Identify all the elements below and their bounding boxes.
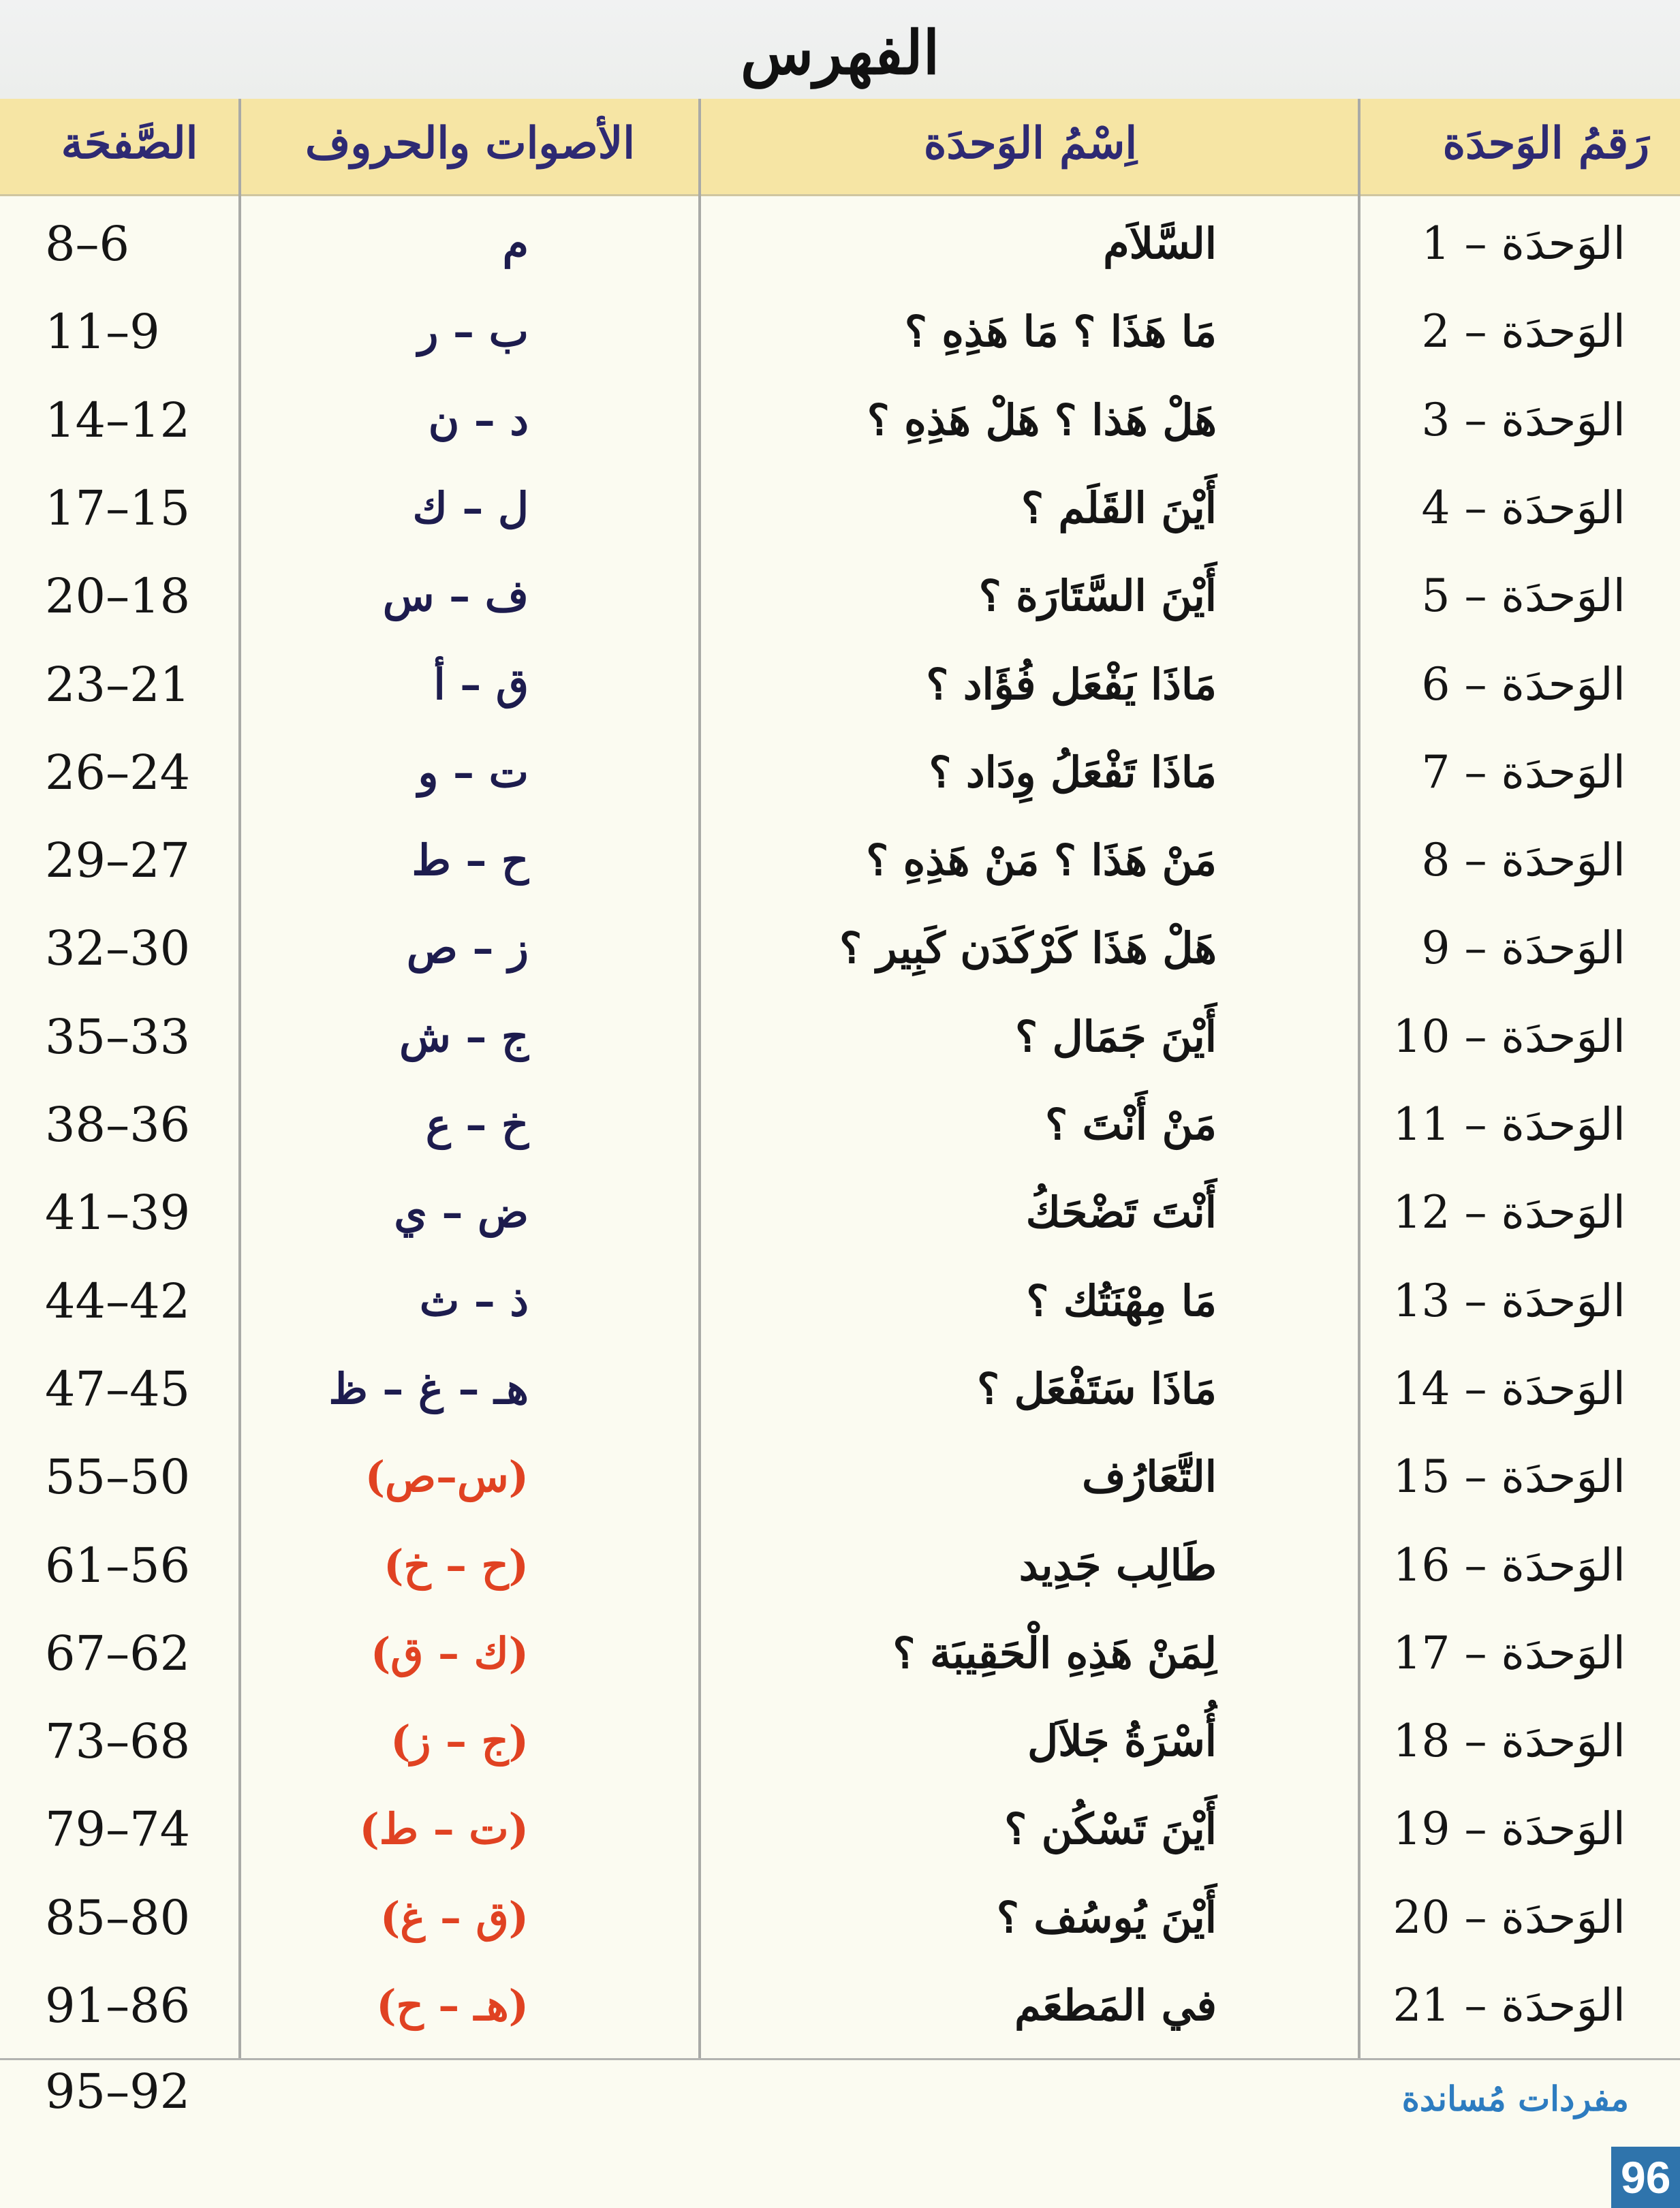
page-title: الفهرس (740, 17, 940, 88)
unit-number-cell: الوَحدَة – 17 (1393, 1627, 1625, 1679)
sounds-letters-cell: د – ن (428, 395, 529, 445)
unit-number-cell: الوَحدَة – 7 (1421, 746, 1625, 798)
page-range-cell: 11–9 (45, 304, 160, 360)
unit-number-cell: الوَحدَة – 11 (1393, 1098, 1625, 1151)
sounds-letters-cell: (س–ص) (364, 1452, 529, 1502)
header-page: الصَّفحَة (61, 118, 198, 169)
table-header (0, 99, 1680, 196)
table-row (0, 287, 1680, 376)
sounds-letters-cell: (ق – غ) (380, 1893, 529, 1942)
unit-name-cell: لِمَنْ هَذِهِ الْحَقِيبَة ؟ (892, 1628, 1217, 1678)
page-range-cell: 91–86 (45, 1978, 191, 2034)
unit-name-cell: أَيْنَ السَّتَارَة ؟ (978, 571, 1217, 621)
unit-number-cell: الوَحدَة – 20 (1393, 1891, 1625, 1944)
support-vocab-label: مفردات مُساندة (1401, 2079, 1629, 2119)
unit-number-cell: الوَحدَة – 16 (1393, 1539, 1625, 1591)
sounds-letters-cell: ذ – ث (419, 1276, 529, 1326)
page-range-cell: 79–74 (45, 1801, 191, 1857)
unit-number-cell: الوَحدَة – 14 (1393, 1363, 1625, 1415)
unit-number-cell: الوَحدَة – 13 (1393, 1275, 1625, 1327)
sounds-letters-cell: (ج – ز) (390, 1716, 529, 1766)
sounds-letters-cell: هـ – غ – ظ (328, 1364, 529, 1414)
unit-name-cell: طَالِب جَدِيد (1018, 1540, 1217, 1590)
table-row (0, 464, 1680, 553)
page-range-cell: 8–6 (45, 216, 130, 272)
unit-number-cell: الوَحدَة – 2 (1421, 305, 1625, 358)
page-range-cell: 61–56 (45, 1538, 191, 1593)
unit-name-cell: مَاذَا تَفْعَلُ وِدَاد ؟ (929, 747, 1217, 797)
unit-name-cell: مَاذَا سَتَفْعَل ؟ (977, 1364, 1217, 1414)
table-row (0, 1961, 1680, 2050)
page-range-cell: 67–62 (45, 1626, 191, 1681)
sounds-letters-cell: خ – ع (425, 1100, 529, 1149)
unit-name-cell: هَلْ هَذَا كَرْكَدَن كَبِير ؟ (839, 923, 1217, 973)
page-range-cell: 14–12 (45, 392, 191, 448)
sounds-letters-cell: ف – س (382, 571, 529, 621)
page-range-cell: 73–68 (45, 1713, 191, 1769)
table-row (0, 816, 1680, 905)
page-range-cell: 23–21 (45, 657, 191, 713)
unit-name-cell: هَلْ هَذا ؟ هَلْ هَذِهِ ؟ (867, 395, 1217, 445)
unit-name-cell: أَنْتَ تَضْحَكُ (1025, 1187, 1217, 1237)
header-unit-number: رَقمُ الوَحدَة (1442, 118, 1649, 169)
table-row (0, 640, 1680, 729)
page-range-cell: 35–33 (45, 1009, 191, 1065)
sounds-letters-cell: ح – ط (411, 835, 529, 885)
sounds-letters-cell: ج – ش (399, 1012, 529, 1061)
table-row (0, 1080, 1680, 1169)
unit-number-cell: الوَحدَة – 15 (1393, 1450, 1625, 1503)
table-row (0, 1697, 1680, 1786)
table-row (0, 1257, 1680, 1346)
unit-number-cell: الوَحدَة – 12 (1393, 1186, 1625, 1239)
sounds-letters-cell: ض – ي (394, 1187, 529, 1237)
page-range-cell: 55–50 (45, 1449, 191, 1505)
unit-name-cell: أُسْرَةُ جَلاَل (1027, 1716, 1217, 1766)
table-row (0, 1609, 1680, 1698)
unit-number-cell: الوَحدَة – 6 (1421, 658, 1625, 711)
unit-name-cell: أَيْنَ يُوسُف ؟ (996, 1893, 1217, 1942)
sounds-letters-cell: (ح – خ) (384, 1540, 529, 1590)
table-row (0, 1433, 1680, 1521)
unit-name-cell: أَيْنَ جَمَال ؟ (1015, 1012, 1217, 1061)
unit-number-cell: الوَحدَة – 10 (1393, 1010, 1625, 1063)
unit-name-cell: التَّعَارُف (1082, 1452, 1217, 1502)
sounds-letters-cell: ب – ر (418, 307, 529, 356)
sounds-letters-cell: ت – و (418, 747, 529, 797)
page-range-cell: 38–36 (45, 1097, 191, 1153)
unit-number-cell: الوَحدَة – 21 (1393, 1979, 1625, 2032)
sounds-letters-cell: (هـ – ح) (376, 1980, 529, 2030)
unit-number-cell: الوَحدَة – 5 (1421, 570, 1625, 622)
page-range-cell: 26–24 (45, 745, 191, 800)
sounds-letters-cell: ز – ص (406, 923, 529, 973)
table-row (0, 1521, 1680, 1610)
page-number: 96 (1611, 2147, 1680, 2208)
table-row (0, 904, 1680, 993)
page-range-cell: 32–30 (45, 920, 191, 976)
unit-number-cell: الوَحدَة – 4 (1421, 482, 1625, 534)
unit-name-cell: أَيْنَ تَسْكُن ؟ (1004, 1804, 1217, 1854)
table-row (0, 200, 1680, 288)
unit-name-cell: مَنْ أَنْتَ ؟ (1045, 1100, 1217, 1149)
page-range-cell: 17–15 (45, 480, 191, 536)
table-row (0, 728, 1680, 817)
unit-name-cell: أَيْنَ القَلَم ؟ (1021, 483, 1217, 533)
page-range-cell: 85–80 (45, 1890, 191, 1946)
table-row (0, 1345, 1680, 1433)
unit-number-cell: الوَحدَة – 1 (1421, 217, 1625, 270)
table-bottom-rule (0, 2058, 1680, 2060)
table-row (0, 1168, 1680, 1257)
header-sounds-letters: الأصوات والحروف (305, 118, 636, 169)
unit-number-cell: الوَحدَة – 9 (1421, 922, 1625, 974)
table-row (0, 376, 1680, 465)
support-vocab-pages: 95–92 (45, 2064, 191, 2119)
page-range-cell: 44–42 (45, 1273, 191, 1329)
sounds-letters-cell: ل – ك (412, 483, 529, 533)
table-row (0, 993, 1680, 1081)
table-row (0, 552, 1680, 640)
page-range-cell: 41–39 (45, 1185, 191, 1241)
sounds-letters-cell: (ك – ق) (370, 1628, 529, 1678)
unit-name-cell: في المَطعَم (1014, 1980, 1217, 2030)
page-range-cell: 29–27 (45, 833, 191, 888)
unit-name-cell: مَا هَذَا ؟ مَا هَذِهِ ؟ (904, 307, 1217, 356)
unit-number-cell: الوَحدَة – 18 (1393, 1715, 1625, 1767)
unit-number-cell: الوَحدَة – 8 (1421, 834, 1625, 886)
page-range-cell: 47–45 (45, 1361, 191, 1417)
table-row (0, 1785, 1680, 1873)
sounds-letters-cell: ق – أ (433, 659, 529, 709)
unit-name-cell: السَّلاَم (1103, 219, 1217, 268)
unit-name-cell: مَنْ هَذَا ؟ مَنْ هَذِهِ ؟ (866, 835, 1217, 885)
unit-number-cell: الوَحدَة – 19 (1393, 1803, 1625, 1855)
sounds-letters-cell: م (502, 219, 529, 268)
page-range-cell: 20–18 (45, 568, 191, 624)
header-unit-name: اِسْمُ الوَحدَة (923, 118, 1138, 169)
table-row (0, 1873, 1680, 1962)
unit-name-cell: مَاذَا يَفْعَل فُؤَاد ؟ (926, 659, 1217, 709)
unit-number-cell: الوَحدَة – 3 (1421, 394, 1625, 446)
sounds-letters-cell: (ت – ط) (359, 1804, 529, 1854)
unit-name-cell: مَا مِهْنَتُك ؟ (1026, 1276, 1217, 1326)
